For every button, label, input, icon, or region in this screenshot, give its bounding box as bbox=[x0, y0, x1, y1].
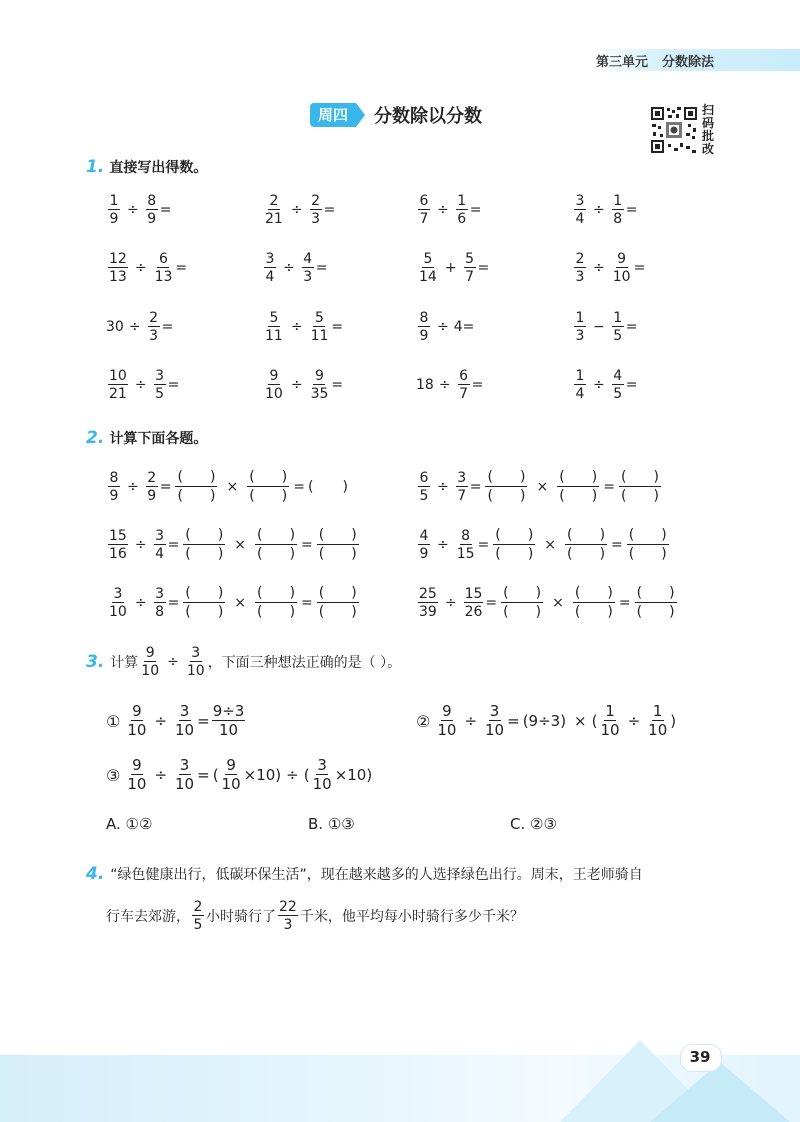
q1-item-3-3: $\frac{8}{9}$ ÷ 4 = bbox=[419, 310, 475, 344]
q4-text-line-1: “绿色健康出行，低碳环保生活”，现在越来越多的人选择绿色出行。周末，王老师骑自 bbox=[110, 867, 643, 883]
fraction: $\frac{1}{10}$ bbox=[648, 702, 668, 739]
q1-item-3-2: $\frac{5}{11}$ ÷ $\frac{5}{11}$ = bbox=[265, 310, 344, 344]
fraction: $\frac{4}{5}$ bbox=[613, 368, 623, 402]
fraction: $\frac{9}{10}$ bbox=[141, 645, 160, 679]
fraction: $\frac{3}{10}$ bbox=[186, 645, 205, 679]
q4-text-a: 行车去郊游， bbox=[106, 909, 190, 925]
day-badge-arrow bbox=[356, 103, 365, 127]
q1-item-1-1: $\frac{1}{9}$ ÷ $\frac{8}{9}$ = bbox=[109, 193, 172, 227]
q3-header: 3. 计算 $\frac{9}{10}$ ÷ $\frac{3}{10}$ ，下面三种想法正确的是（ ）。 bbox=[86, 645, 402, 679]
fraction: $\frac{6}{7}$ bbox=[419, 193, 429, 227]
fraction: $\frac{9}{10}$ bbox=[127, 702, 147, 739]
fraction: $\frac{12}{13}$ bbox=[109, 251, 127, 285]
answer-blank-fraction[interactable]: ( ) ( ) bbox=[318, 527, 357, 562]
fraction: $\frac{1}{3}$ bbox=[575, 310, 585, 344]
q2-item-2: $\frac{6}{5}$ ÷ $\frac{3}{7}$ = ( ) ( ) × ( ) ( ) = ( ) ( ) bbox=[419, 469, 659, 504]
fraction: $\frac{3}{10}$ bbox=[175, 702, 195, 739]
q1-item-4-3: 18 ÷ $\frac{6}{7}$ = bbox=[416, 368, 484, 402]
fraction: $\frac{6}{13}$ bbox=[154, 251, 173, 285]
fraction: $\frac{15}{26}$ bbox=[464, 585, 483, 620]
fraction: $\frac{6}{5}$ bbox=[419, 469, 429, 504]
q1-item-2-2: $\frac{3}{4}$ ÷ $\frac{4}{3}$ = bbox=[265, 251, 328, 285]
answer-blank-fraction[interactable]: ( ) ( ) bbox=[487, 469, 526, 504]
fraction: $\frac{2}{9}$ bbox=[147, 469, 157, 504]
answer-blank-fraction[interactable]: ( ) ( ) bbox=[620, 469, 659, 504]
answer-blank-fraction[interactable]: ( ) ( ) bbox=[177, 469, 216, 504]
answer-blank-fraction[interactable]: ( ) ( ) bbox=[257, 527, 296, 562]
fraction: $\frac{5}{11}$ bbox=[265, 310, 283, 344]
q4-number: 4. bbox=[86, 864, 105, 884]
q2-header bbox=[86, 428, 207, 448]
q3-method-3: ③ $\frac{9}{10}$ ÷ $\frac{3}{10}$ = ( $\frac{9}{10}$ ×10 ) ÷ ( $\frac{3}{10}$ ×10 ) bbox=[106, 756, 373, 793]
q1-item-3-4: $\frac{1}{3}$ − $\frac{1}{5}$ = bbox=[575, 310, 638, 344]
q3-suffix: ，下面三种想法正确的是（ ）。 bbox=[207, 655, 402, 671]
q1-item-1-2: $\frac{2}{21}$ ÷ $\frac{2}{3}$ = bbox=[265, 193, 336, 227]
answer-blank-fraction[interactable]: ( ) ( ) bbox=[185, 585, 224, 620]
q1-item-4-4: $\frac{1}{4}$ ÷ $\frac{4}{5}$ = bbox=[575, 368, 638, 402]
answer-blank-fraction[interactable]: ( ) ( ) bbox=[574, 585, 613, 620]
q1-number: 1. bbox=[86, 157, 105, 177]
fraction: $\frac{22}{3}$ bbox=[279, 899, 297, 933]
fraction: $\frac{2}{21}$ bbox=[265, 193, 283, 227]
fraction: $\frac{8}{9}$ bbox=[419, 310, 429, 344]
q3-prefix: 计算 bbox=[110, 655, 139, 671]
fraction: $\frac{1}{6}$ bbox=[457, 193, 467, 227]
fraction: $\frac{9\div 3}{10}$ bbox=[212, 702, 245, 739]
q1-title: 直接写出得数。 bbox=[109, 160, 208, 176]
day-badge: 周四 bbox=[310, 103, 356, 127]
fraction: $\frac{2}{5}$ bbox=[193, 899, 203, 933]
q4-text-c: 千米，他平均每小时骑行多少千米？ bbox=[299, 909, 524, 925]
fraction: $\frac{3}{10}$ bbox=[312, 756, 332, 793]
fraction: $\frac{2}{3}$ bbox=[311, 193, 321, 227]
q3-option-a[interactable]: A. ①② bbox=[106, 815, 153, 833]
answer-blank-fraction[interactable]: ( ) ( ) bbox=[257, 585, 296, 620]
fraction: $\frac{9}{10}$ bbox=[127, 756, 147, 793]
fraction: $\frac{3}{5}$ bbox=[155, 368, 165, 402]
answer-blank-fraction[interactable]: ( ) ( ) bbox=[185, 527, 224, 562]
q2-item-1: $\frac{8}{9}$ ÷ $\frac{2}{9}$ = ( ) ( ) × ( ) ( ) = ( ) bbox=[109, 469, 348, 504]
q3-method-2: ② $\frac{9}{10}$ ÷ $\frac{3}{10}$ = (9÷3) × ( $\frac{1}{10}$ ÷ $\frac{1}{10}$ ) bbox=[416, 702, 677, 739]
q1-item-4-1: $\frac{10}{21}$ ÷ $\frac{3}{5}$ = bbox=[109, 368, 180, 402]
q2-item-3: $\frac{15}{16}$ ÷ $\frac{3}{4}$ = ( ) ( ) × ( ) ( ) = ( ) ( ) bbox=[109, 527, 357, 562]
q1-item-2-4: $\frac{2}{3}$ ÷ $\frac{9}{10}$ = bbox=[575, 251, 646, 285]
fraction: $\frac{3}{10}$ bbox=[109, 585, 127, 620]
q1-header bbox=[86, 157, 207, 177]
fraction: $\frac{6}{7}$ bbox=[459, 368, 469, 402]
answer-blank-fraction[interactable]: ( ) ( ) bbox=[249, 469, 288, 504]
fraction: $\frac{9}{10}$ bbox=[437, 702, 457, 739]
q1-item-4-2: $\frac{9}{10}$ ÷ $\frac{9}{35}$ = bbox=[265, 368, 344, 402]
q1-item-1-4: $\frac{3}{4}$ ÷ $\frac{1}{8}$ = bbox=[575, 193, 638, 227]
answer-blank-fraction[interactable]: ( ) ( ) bbox=[628, 527, 667, 562]
answer-blank-fraction[interactable]: ( ) ( ) bbox=[559, 469, 598, 504]
page-title: 分数除以分数 bbox=[374, 106, 482, 127]
q3-method-1: ① $\frac{9}{10}$ ÷ $\frac{3}{10}$ = $\frac{9\div 3}{10}$ bbox=[106, 702, 245, 739]
fraction: $\frac{2}{3}$ bbox=[575, 251, 585, 285]
answer-blank-fraction[interactable]: ( ) ( ) bbox=[503, 585, 542, 620]
answer-blank[interactable]: ( ) bbox=[307, 478, 348, 495]
fraction: $\frac{1}{5}$ bbox=[613, 310, 623, 344]
fraction: $\frac{8}{9}$ bbox=[109, 469, 119, 504]
header-text bbox=[596, 51, 728, 70]
fraction: $\frac{5}{7}$ bbox=[465, 251, 475, 285]
fraction: $\frac{3}{4}$ bbox=[155, 527, 165, 562]
footer-decoration bbox=[650, 1062, 790, 1122]
fraction: $\frac{8}{9}$ bbox=[147, 193, 157, 227]
fraction: $\frac{9}{35}$ bbox=[310, 368, 329, 402]
fraction: $\frac{3}{4}$ bbox=[265, 251, 275, 285]
fraction: $\frac{1}{4}$ bbox=[575, 368, 585, 402]
fraction: $\frac{15}{16}$ bbox=[109, 527, 127, 562]
unit-label: 第三单元 bbox=[596, 55, 649, 70]
q3-option-c[interactable]: C. ②③ bbox=[510, 815, 557, 833]
fraction: $\frac{1}{8}$ bbox=[613, 193, 623, 227]
q3-number: 3. bbox=[86, 652, 105, 672]
fraction: $\frac{3}{10}$ bbox=[485, 702, 505, 739]
q3-option-b[interactable]: B. ①③ bbox=[308, 815, 355, 833]
q2-title: 计算下面各题。 bbox=[109, 431, 208, 447]
fraction: $\frac{5}{11}$ bbox=[310, 310, 329, 344]
page-number: 39 bbox=[689, 1048, 711, 1066]
fraction: $\frac{1}{9}$ bbox=[109, 193, 119, 227]
fraction: $\frac{2}{3}$ bbox=[149, 310, 159, 344]
fraction: $\frac{9}{10}$ bbox=[221, 756, 241, 793]
q1-item-2-1: $\frac{12}{13}$ ÷ $\frac{6}{13}$ = bbox=[109, 251, 188, 285]
fraction: $\frac{25}{39}$ bbox=[419, 585, 437, 620]
topic-label: 分数除法 bbox=[662, 55, 715, 70]
answer-blank-fraction[interactable]: ( ) ( ) bbox=[318, 585, 357, 620]
fraction: $\frac{10}{21}$ bbox=[109, 368, 127, 402]
fraction: $\frac{9}{10}$ bbox=[265, 368, 283, 402]
qr-code-icon[interactable] bbox=[650, 106, 698, 154]
fraction: $\frac{3}{8}$ bbox=[155, 585, 165, 620]
q2-number: 2. bbox=[86, 428, 105, 448]
qr-label: 扫码批改 bbox=[702, 103, 715, 156]
q4-line-1 bbox=[86, 864, 643, 884]
q4-line-2 bbox=[106, 900, 524, 932]
answer-blank-fraction[interactable]: ( ) ( ) bbox=[567, 527, 606, 562]
fraction: $\frac{5}{14}$ bbox=[419, 251, 437, 285]
fraction: $\frac{3}{7}$ bbox=[457, 469, 467, 504]
answer-blank-fraction[interactable]: ( ) ( ) bbox=[495, 527, 534, 562]
q2-item-5: $\frac{3}{10}$ ÷ $\frac{3}{8}$ = ( ) ( ) × ( ) ( ) = ( ) ( ) bbox=[109, 585, 357, 620]
q1-item-3-1: 30 ÷ $\frac{2}{3}$ = bbox=[106, 310, 174, 344]
fraction: $\frac{8}{15}$ bbox=[456, 527, 475, 562]
q1-item-1-3: $\frac{6}{7}$ ÷ $\frac{1}{6}$ = bbox=[419, 193, 482, 227]
fraction: $\frac{1}{10}$ bbox=[600, 702, 620, 739]
q1-item-2-3: $\frac{5}{14}$ + $\frac{5}{7}$ = bbox=[419, 251, 490, 285]
fraction: $\frac{3}{10}$ bbox=[175, 756, 195, 793]
q4-text-b: 小时骑行了 bbox=[206, 909, 276, 925]
q2-item-4: $\frac{4}{9}$ ÷ $\frac{8}{15}$ = ( ) ( ) × ( ) ( ) = ( ) ( ) bbox=[419, 527, 667, 562]
fraction: $\frac{9}{10}$ bbox=[612, 251, 631, 285]
fraction: $\frac{4}{3}$ bbox=[303, 251, 313, 285]
q2-item-6: $\frac{25}{39}$ ÷ $\frac{15}{26}$ = ( ) ( ) × ( ) ( ) = ( ) ( ) bbox=[419, 585, 675, 620]
fraction: $\frac{3}{4}$ bbox=[575, 193, 585, 227]
fraction: $\frac{4}{9}$ bbox=[419, 527, 429, 562]
answer-blank-fraction[interactable]: ( ) ( ) bbox=[636, 585, 675, 620]
